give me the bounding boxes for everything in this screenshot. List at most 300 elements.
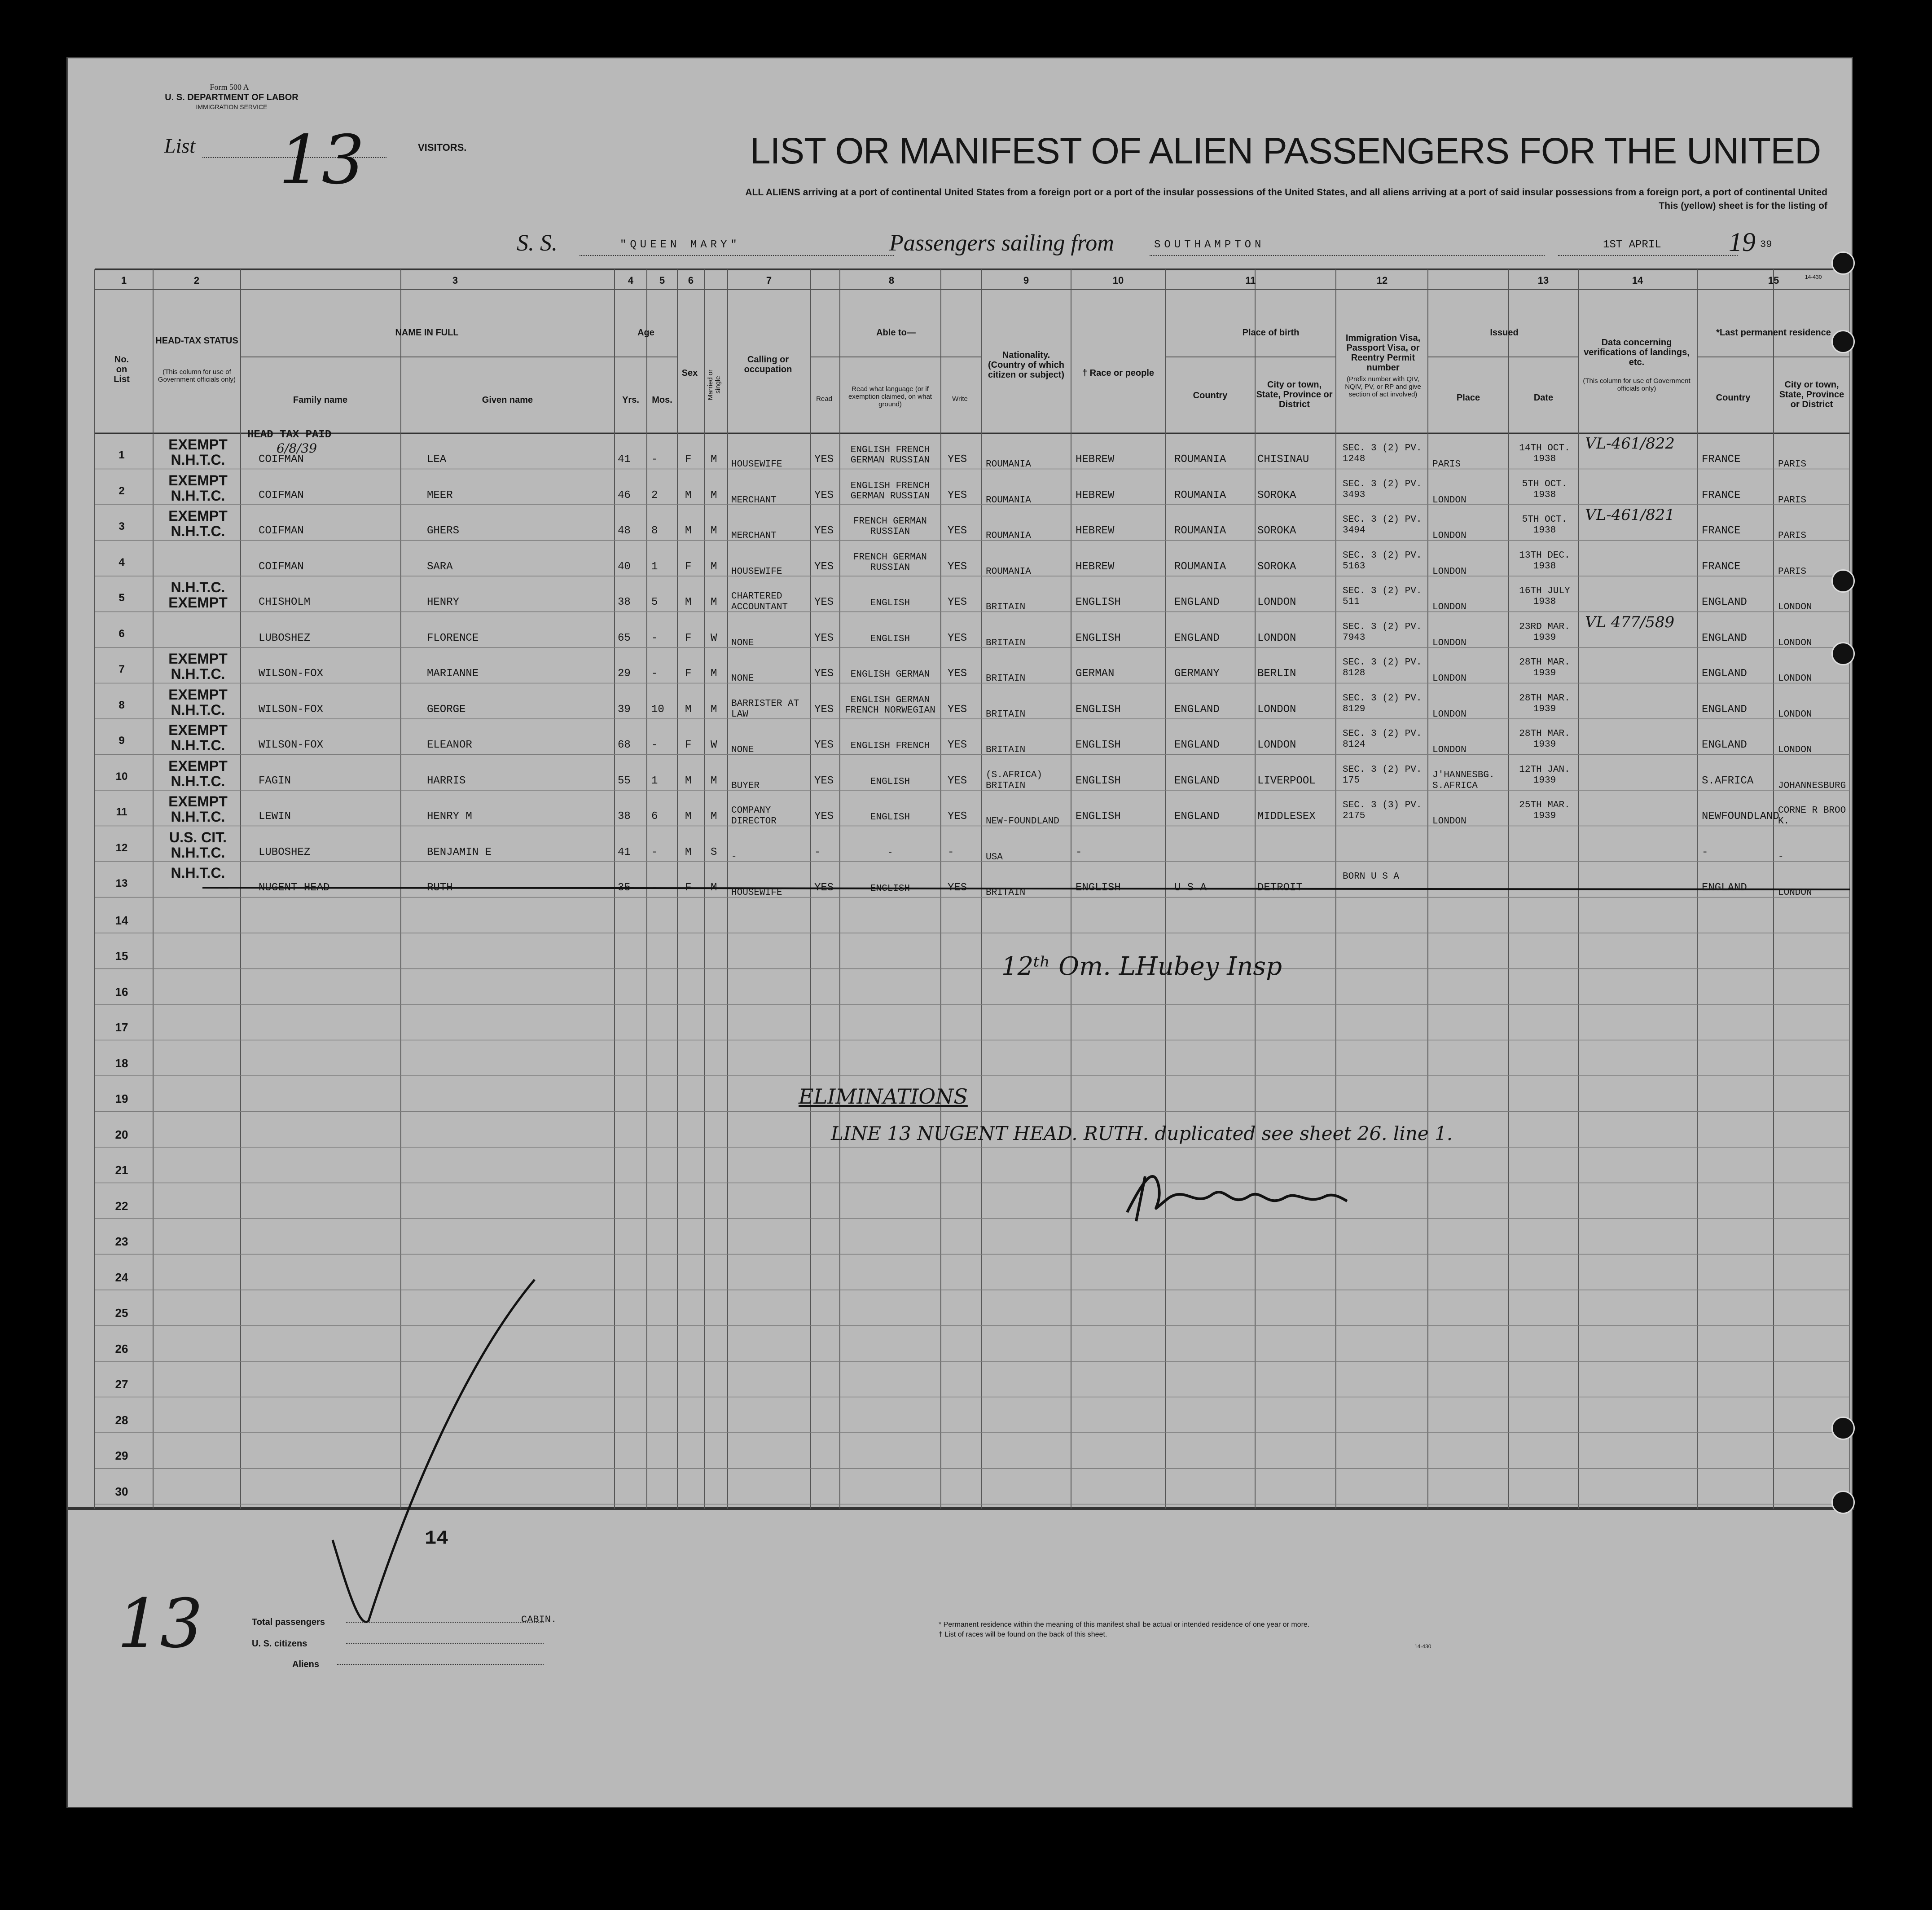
occ-cell: HOUSEWIFE [731, 566, 782, 577]
row-number: 13 [115, 877, 128, 889]
iplace-cell [1432, 836, 1509, 863]
given-cell: ELEANOR [427, 739, 472, 751]
nat-cell: ROUMANIA [986, 566, 1031, 577]
mos-cell: - [651, 668, 658, 680]
rcity-cell: LONDON [1778, 888, 1812, 898]
occ-cell: NONE [731, 745, 754, 755]
ms-cell: M [711, 775, 717, 787]
landing-verification: VL 477/589 [1585, 613, 1675, 631]
header-landings-note: (This column for use of Government officials only) [1583, 377, 1690, 392]
bcity-cell: LONDON [1257, 632, 1296, 644]
mos-cell: 10 [651, 703, 664, 716]
ms-cell: M [711, 668, 717, 680]
write-cell: YES [948, 810, 967, 823]
visa-cell: SEC. 3 (2) PV. 5163 [1343, 550, 1422, 572]
iplace-cell: LONDON [1432, 531, 1467, 541]
row-number: 10 [115, 770, 128, 783]
mos-cell: 1 [651, 560, 658, 573]
row-number: 12 [115, 841, 128, 854]
mos-cell: - [651, 846, 658, 858]
ms-cell: M [711, 453, 717, 466]
lang-cell: ENGLISH [870, 776, 910, 787]
yrs-cell: 29 [618, 668, 631, 680]
nat-cell: BRITAIN [986, 745, 1026, 755]
iplace-cell: LONDON [1432, 566, 1467, 577]
header-head-tax: HEAD-TAX STATUS [155, 336, 238, 346]
iplace-cell: LONDON [1432, 745, 1467, 755]
ms-cell: M [711, 489, 717, 502]
nat-cell: USA [986, 852, 1003, 863]
head-tax-paid-stamp: HEAD TAX PAID [247, 429, 332, 441]
write-cell: YES [948, 739, 967, 751]
binder-hole [1831, 330, 1855, 353]
header-name-in-full: NAME IN FULL [395, 328, 459, 338]
race-cell: HEBREW [1076, 453, 1115, 466]
read-cell: YES [814, 453, 834, 466]
yrs-cell: 41 [618, 453, 631, 466]
write-cell: YES [948, 489, 967, 502]
given-cell: GEORGE [427, 703, 466, 716]
mos-cell: 1 [651, 775, 658, 787]
visa-cell: SEC. 3 (2) PV. 3493 [1343, 479, 1422, 500]
nat-cell: ROUMANIA [986, 459, 1031, 470]
write-cell: YES [948, 703, 967, 716]
read-cell: - [814, 846, 821, 858]
bcity-cell: SOROKA [1257, 525, 1296, 537]
mos-cell: 2 [651, 489, 658, 502]
year-suffix: 39 [1760, 239, 1772, 250]
column-number: 9 [1023, 275, 1029, 286]
row-number: 28 [115, 1413, 128, 1427]
occ-cell: - [731, 852, 737, 863]
given-cell: SARA [427, 560, 453, 573]
nat-cell: (S.AFRICA) BRITAIN [986, 770, 1043, 791]
visa-cell: BORN U S A [1343, 871, 1400, 882]
bcountry-cell: GERMANY [1174, 668, 1220, 680]
rcountry-cell: FRANCE [1702, 453, 1741, 466]
service: IMMIGRATION SERVICE [196, 103, 268, 110]
family-cell: LEWIN [259, 810, 291, 823]
iplace-cell: J'HANNESBG. S.AFRICA [1432, 770, 1495, 791]
head-tax-stamp: EXEMPT N.H.T.C. [168, 757, 228, 789]
bcountry-cell: ENGLAND [1174, 810, 1220, 823]
column-number: 7 [766, 275, 772, 286]
lang-cell: FRENCH GERMAN RUSSIAN [853, 516, 927, 537]
port-name: SOUTHAMPTON [1154, 239, 1265, 251]
header-married: Married or single [707, 369, 722, 400]
footer-note-2: † List of races will be found on the back of this sheet. [939, 1631, 1107, 1638]
rcountry-cell: ENGLAND [1702, 703, 1747, 716]
family-cell: LUBOSHEZ [259, 632, 311, 644]
read-cell: YES [814, 810, 834, 823]
sailing-label: Passengers sailing from [889, 230, 1114, 256]
sex-cell: F [685, 668, 692, 680]
department: U. S. DEPARTMENT OF LABOR [165, 92, 299, 102]
ms-cell: M [711, 560, 717, 573]
header-no-on-list: No. on List [114, 355, 130, 384]
sex-cell: M [685, 846, 692, 858]
sex-cell: M [685, 596, 692, 608]
occ-cell: HOUSEWIFE [731, 888, 782, 898]
write-cell: YES [948, 596, 967, 608]
rcountry-cell: ENGLAND [1702, 668, 1747, 680]
binder-hole [1831, 569, 1855, 593]
form-number: Form 500 A [210, 83, 249, 92]
read-cell: YES [814, 632, 834, 644]
given-cell: GHERS [427, 525, 460, 537]
given-cell: HENRY [427, 596, 460, 608]
binder-hole [1831, 1417, 1855, 1440]
rcity-cell: PARIS [1778, 459, 1807, 470]
race-cell: ENGLISH [1076, 739, 1121, 751]
idate-cell: 28TH MAR. 1939 [1519, 657, 1570, 678]
row-number: 25 [115, 1306, 128, 1320]
ms-cell: W [711, 739, 717, 751]
yrs-cell: 38 [618, 810, 631, 823]
header-issued-date: Date [1533, 393, 1554, 403]
nat-cell: BRITAIN [986, 602, 1026, 612]
race-cell: ENGLISH [1076, 596, 1121, 608]
header-race: † Race or people [1082, 368, 1155, 378]
sex-cell: F [685, 739, 692, 751]
manifest-sheet [66, 57, 1853, 1808]
idate-cell: 28TH MAR. 1939 [1519, 693, 1570, 714]
sex-cell: M [685, 525, 692, 537]
iplace-cell: LONDON [1432, 495, 1467, 506]
rcity-cell: - [1778, 852, 1784, 863]
ms-cell: M [711, 596, 717, 608]
landing-verification: VL-461/822 [1585, 435, 1675, 453]
write-cell: YES [948, 453, 967, 466]
race-cell: ENGLISH [1076, 810, 1121, 823]
row-number: 29 [115, 1449, 128, 1462]
visa-cell: SEC. 3 (2) PV. 175 [1343, 764, 1422, 786]
visitors-label: VISITORS. [418, 142, 467, 153]
row-number: 7 [119, 663, 125, 675]
list-number: 13 [279, 121, 364, 199]
row-number: 11 [116, 806, 127, 818]
bcountry-cell: ROUMANIA [1174, 489, 1226, 502]
header-birth-country: Country [1193, 391, 1228, 400]
head-tax-stamp: EXEMPT N.H.T.C. [168, 436, 228, 468]
mos-cell: 6 [651, 810, 658, 823]
row-number: 20 [115, 1127, 128, 1141]
family-cell: WILSON-FOX [259, 668, 324, 680]
visa-cell: SEC. 3 (2) PV. 511 [1343, 586, 1422, 607]
footer-dots-2 [346, 1643, 544, 1644]
header-visa-note: (Prefix number with QIV, NQIV, PV, or RP and give section of act involved) [1345, 375, 1421, 398]
column-number: 2 [193, 275, 200, 286]
row-number: 22 [115, 1199, 128, 1213]
header-birth-city: City or town, State, Province or District [1256, 380, 1333, 409]
mos-cell: - [651, 632, 658, 644]
header-read: Read [816, 395, 832, 403]
write-cell: YES [948, 775, 967, 787]
row-number: 27 [115, 1377, 128, 1391]
nat-cell: BRITAIN [986, 638, 1026, 648]
occ-cell: COMPANY DIRECTOR [731, 805, 777, 827]
race-cell: ENGLISH [1076, 703, 1121, 716]
read-cell: YES [814, 739, 834, 751]
footer-total-passengers: Total passengers [252, 1617, 325, 1627]
iplace-cell [1432, 871, 1509, 898]
list-label: List [164, 134, 196, 157]
big-13-mark: 13 [117, 1585, 203, 1663]
header-issued: Issued [1490, 328, 1519, 338]
family-cell: NUGENT HEAD [259, 882, 330, 894]
header-res-country: Country [1716, 393, 1751, 403]
head-tax-stamp: EXEMPT N.H.T.C. [168, 508, 228, 539]
head-tax-stamp: EXEMPT N.H.T.C. [168, 651, 228, 682]
given-cell: LEA [427, 453, 447, 466]
lang-cell: ENGLISH FRENCH GERMAN RUSSIAN [850, 480, 930, 502]
column-number: 6 [688, 275, 694, 286]
idate-cell: 28TH MAR. 1939 [1519, 729, 1570, 750]
form-code-top: 14-430 [1805, 274, 1822, 280]
idate-cell: 23RD MAR. 1939 [1519, 621, 1570, 643]
yrs-cell: 38 [618, 596, 631, 608]
given-cell: BENJAMIN E [427, 846, 492, 858]
race-cell: ENGLISH [1076, 882, 1121, 894]
row-number: 16 [115, 985, 128, 999]
bcountry-cell: ROUMANIA [1174, 560, 1226, 573]
family-cell: WILSON-FOX [259, 703, 324, 716]
eliminations-text: LINE 13 NUGENT HEAD. RUTH. duplicated see sheet 26. line 1. [831, 1122, 1453, 1144]
race-cell: ENGLISH [1076, 632, 1121, 644]
yrs-cell: 65 [618, 632, 631, 644]
footer-cabin: CABIN. [521, 1614, 557, 1625]
lang-cell: ENGLISH GERMAN [850, 669, 930, 680]
visa-cell: SEC. 3 (2) PV. 8124 [1343, 729, 1422, 750]
sex-cell: F [685, 882, 692, 894]
family-cell: COIFMAN [259, 453, 304, 466]
row-number: 17 [115, 1021, 128, 1034]
read-cell: YES [814, 703, 834, 716]
port-underline [1150, 255, 1545, 256]
bcity-cell: LONDON [1257, 703, 1296, 716]
iplace-cell: LONDON [1432, 638, 1467, 648]
row-number: 19 [115, 1092, 128, 1105]
binder-hole [1831, 642, 1855, 665]
header-write: Write [952, 395, 968, 403]
race-cell: GERMAN [1076, 668, 1115, 680]
bcity-cell: SOROKA [1257, 489, 1296, 502]
rcountry-cell: FRANCE [1702, 489, 1741, 502]
lang-cell: ENGLISH FRENCH GERMAN RUSSIAN [850, 445, 930, 466]
iplace-cell: LONDON [1432, 709, 1467, 720]
read-cell: YES [814, 525, 834, 537]
sex-cell: M [685, 703, 692, 716]
header-sex: Sex [681, 368, 698, 378]
occ-cell: MERCHANT [731, 531, 777, 541]
read-cell: YES [814, 489, 834, 502]
rcity-cell: PARIS [1778, 531, 1807, 541]
head-tax-stamp: EXEMPT N.H.T.C. [168, 472, 228, 504]
rcountry-cell: ENGLAND [1702, 596, 1747, 608]
mos-cell: - [651, 739, 658, 751]
header-head-tax-note: (This column for use of Government officials only) [158, 368, 236, 383]
head-tax-stamp: EXEMPT N.H.T.C. [168, 722, 228, 753]
visa-cell: SEC. 3 (2) PV. 8128 [1343, 657, 1422, 678]
visa-cell: SEC. 3 (3) PV. 2175 [1343, 800, 1422, 821]
header-able-to: Able to— [876, 328, 916, 338]
head-tax-stamp: N.H.T.C. EXEMPT [168, 579, 228, 611]
bcountry-cell: ENGLAND [1174, 703, 1220, 716]
footer-aliens: Aliens [292, 1659, 320, 1669]
lang-cell: FRENCH GERMAN RUSSIAN [853, 552, 927, 573]
header-mos: Mos. [652, 395, 672, 405]
sex-cell: M [685, 489, 692, 502]
header-family-name: Family name [293, 395, 348, 405]
subtitle: ALL ALIENS arriving at a port of continental United States from a foreign port or a port of the insular possessions of the United States, and all aliens arriving at a port of said insular possessions from a foreign port, a port of continental United [745, 187, 1827, 198]
header-visa: Immigration Visa, Passport Visa, or Reentry Permit number [1345, 333, 1421, 373]
row-number: 3 [119, 520, 125, 533]
column-number: 15 [1768, 275, 1779, 286]
occ-cell: HOUSEWIFE [731, 459, 782, 470]
yrs-cell: 48 [618, 525, 631, 537]
head-tax-paid-date: 6/8/39 [277, 441, 317, 456]
yrs-cell: 41 [618, 846, 631, 858]
eliminations-title: ELIMINATIONS [799, 1084, 968, 1109]
header-last-residence: *Last permanent residence [1716, 328, 1831, 338]
header-yrs: Yrs. [622, 395, 639, 405]
sex-cell: F [685, 560, 692, 573]
iplace-cell: PARIS [1432, 459, 1461, 470]
binder-hole [1831, 251, 1855, 275]
write-cell: YES [948, 560, 967, 573]
rcountry-cell: FRANCE [1702, 560, 1741, 573]
iplace-cell: LONDON [1432, 816, 1467, 827]
visa-cell: SEC. 3 (2) PV. 3494 [1343, 515, 1422, 536]
lang-cell: ENGLISH FRENCH [850, 741, 930, 751]
subtitle-2: This (yellow) sheet is for the listing of [1659, 201, 1827, 211]
mos-cell: 5 [651, 596, 658, 608]
row-number: 5 [119, 592, 125, 604]
row-number: 21 [115, 1163, 128, 1177]
nat-cell: NEW-FOUNDLAND [986, 816, 1059, 827]
bcity-cell: DETROIT [1257, 882, 1303, 894]
family-cell: LUBOSHEZ [259, 846, 311, 858]
write-cell: - [948, 846, 954, 858]
idate-cell: 16TH JULY 1938 [1519, 586, 1570, 607]
column-number: 5 [659, 275, 665, 286]
write-cell: YES [948, 882, 967, 894]
nat-cell: BRITAIN [986, 709, 1026, 720]
given-cell: FLORENCE [427, 632, 479, 644]
ms-cell: M [711, 703, 717, 716]
given-cell: MEER [427, 489, 453, 502]
column-number: 14 [1632, 275, 1643, 286]
header-read-lang: Read what language (or if exemption claimed, on what ground) [848, 385, 932, 408]
occ-cell: NONE [731, 673, 754, 684]
rcountry-cell: - [1702, 846, 1708, 858]
bcountry-cell: ENGLAND [1174, 596, 1220, 608]
head-tax-stamp: N.H.T.C. [171, 865, 225, 881]
rcity-cell: PARIS [1778, 495, 1807, 506]
rcity-cell: LONDON [1778, 745, 1812, 755]
read-cell: YES [814, 775, 834, 787]
header-landings: Data concerning verifications of landings, etc. [1584, 338, 1690, 367]
sex-cell: F [685, 453, 692, 466]
footer-dots-1 [346, 1622, 544, 1623]
footer-code: 14-430 [1414, 1643, 1431, 1650]
ms-cell: M [711, 810, 717, 823]
row-number: 14 [115, 913, 128, 927]
race-cell: HEBREW [1076, 489, 1115, 502]
lang-cell: ENGLISH [870, 812, 910, 823]
column-number: 13 [1537, 275, 1549, 286]
bcity-cell: LONDON [1257, 739, 1296, 751]
column-number: 11 [1245, 275, 1256, 286]
rcity-cell: LONDON [1778, 638, 1812, 648]
sailing-date: 1ST APRIL [1603, 239, 1661, 251]
idate-cell: 12TH JAN. 1939 [1519, 764, 1570, 786]
passenger-count: 14 [425, 1527, 448, 1550]
occ-cell: NONE [731, 638, 754, 648]
nat-cell: ROUMANIA [986, 495, 1031, 506]
row-number: 4 [119, 556, 125, 568]
inspector-note: 12ᵗʰ Om. LHubey Insp [1001, 952, 1282, 981]
occ-cell: BARRISTER AT LAW [731, 698, 799, 720]
bcountry-cell: ENGLAND [1174, 739, 1220, 751]
lang-cell: ENGLISH GERMAN FRENCH NORWEGIAN [845, 695, 935, 716]
ship-underline [580, 255, 894, 256]
sex-cell: M [685, 775, 692, 787]
yrs-cell: 35 [618, 882, 631, 894]
column-number: 10 [1112, 275, 1124, 286]
yrs-cell: 46 [618, 489, 631, 502]
header-given-name: Given name [482, 395, 533, 405]
family-cell: COIFMAN [259, 525, 304, 537]
row-number: 30 [115, 1484, 128, 1498]
visa-cell: SEC. 3 (2) PV. 7943 [1343, 621, 1422, 643]
given-cell: RUTH [427, 882, 453, 894]
rcountry-cell: S.AFRICA [1702, 775, 1754, 787]
row-number: 24 [115, 1270, 128, 1284]
bcity-cell: LONDON [1257, 596, 1296, 608]
bcountry-cell: U S A [1174, 882, 1207, 894]
yrs-cell: 39 [618, 703, 631, 716]
header-age: Age [637, 328, 654, 338]
given-cell: HARRIS [427, 775, 466, 787]
yrs-cell: 68 [618, 739, 631, 751]
family-cell: COIFMAN [259, 489, 304, 502]
row-number: 2 [119, 484, 125, 497]
rcountry-cell: ENGLAND [1702, 632, 1747, 644]
head-tax-stamp: U.S. CIT. N.H.T.C. [169, 829, 227, 861]
row-number: 9 [119, 735, 125, 747]
write-cell: YES [948, 632, 967, 644]
ms-cell: M [711, 882, 717, 894]
nat-cell: BRITAIN [986, 888, 1026, 898]
visa-cell: SEC. 3 (2) PV. 1248 [1343, 443, 1422, 464]
ship-name: "QUEEN MARY" [620, 239, 741, 251]
sex-cell: F [685, 632, 692, 644]
column-number: 3 [452, 275, 458, 286]
read-cell: YES [814, 560, 834, 573]
bcountry-cell: ROUMANIA [1174, 453, 1226, 466]
bcountry-cell: ENGLAND [1174, 775, 1220, 787]
rcity-cell: LONDON [1778, 602, 1812, 612]
given-cell: HENRY M [427, 810, 472, 823]
row-number: 6 [119, 627, 125, 640]
header-issued-place: Place [1456, 393, 1480, 403]
read-cell: YES [814, 596, 834, 608]
row-number: 18 [115, 1056, 128, 1070]
page-title: LIST OR MANIFEST OF ALIEN PASSENGERS FOR THE UNITED [750, 131, 1821, 172]
header-nationality: Nationality. (Country of which citizen or subject) [988, 350, 1065, 380]
occ-cell: CHARTERED ACCOUNTANT [731, 591, 788, 612]
